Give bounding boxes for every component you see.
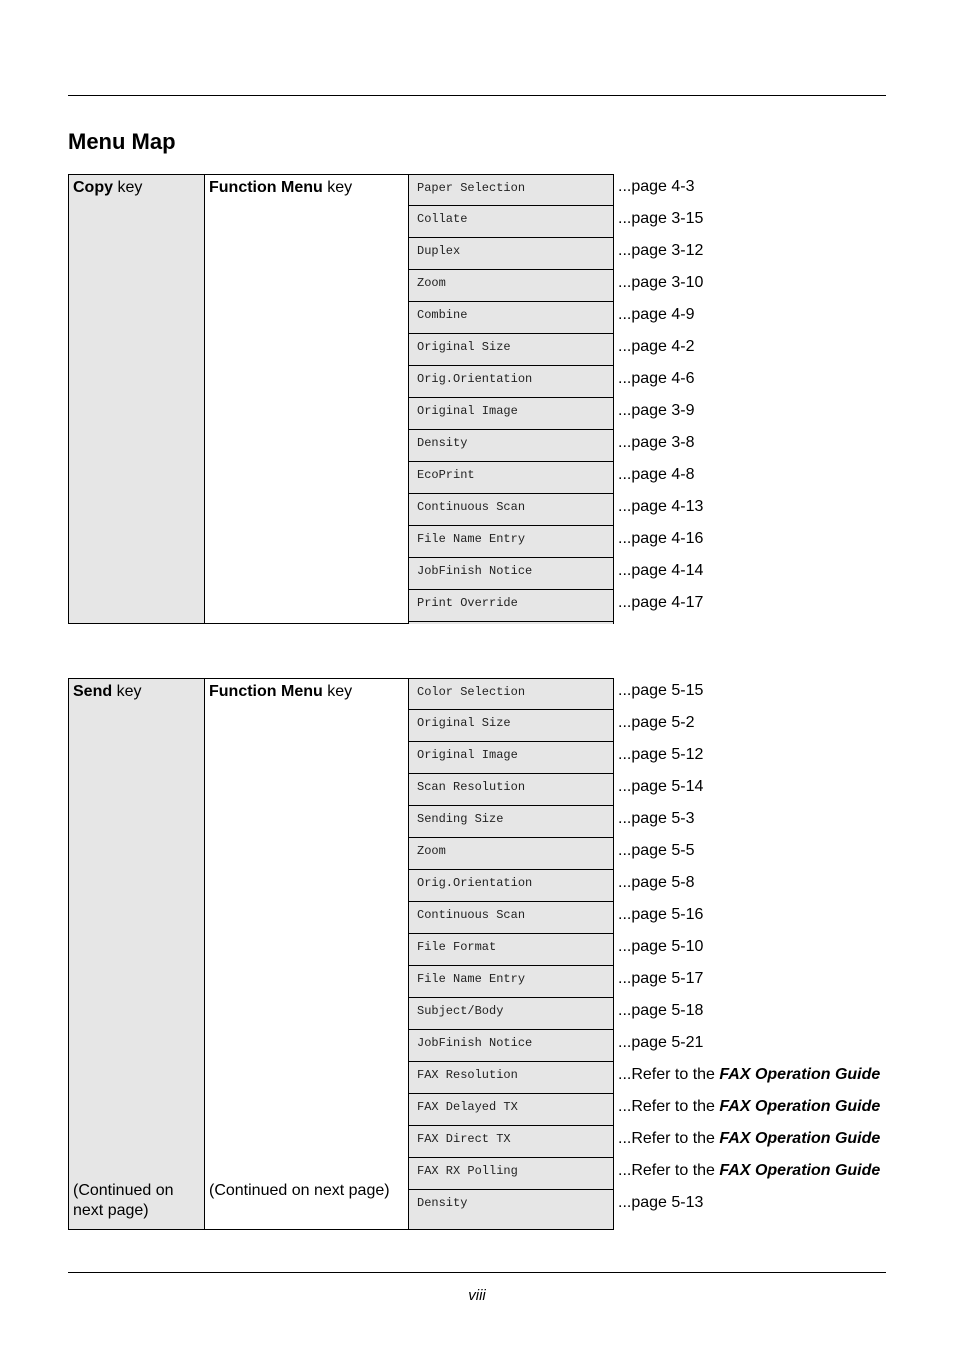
page-reference-text: ...page 5-5 [618, 842, 695, 859]
send-function-menu-column [204, 678, 409, 1230]
page-reference-text: ...page 3-9 [618, 402, 695, 419]
menu-item: Collate [408, 206, 614, 238]
page-reference-text: ...Refer to the [618, 1162, 720, 1179]
page-reference-text: ...page 5-13 [618, 1194, 704, 1211]
guide-title: FAX Operation Guide [719, 1130, 881, 1147]
page-reference [618, 530, 703, 548]
menu-item: Continuous Scan [408, 494, 614, 526]
menu-item: Combine [408, 302, 614, 334]
menu-item: Original Size [408, 334, 614, 366]
page-reference-text: ...page 4-9 [618, 306, 695, 323]
menu-item: File Format [408, 934, 614, 966]
send-function-continued-note: (Continued on next page) [209, 1182, 390, 1199]
page-reference-text: ...page 5-10 [618, 938, 704, 955]
guide-title: FAX Operation Guide [719, 1162, 881, 1179]
menu-item: FAX Direct TX [408, 1126, 614, 1158]
page-reference [618, 562, 703, 580]
menu-item: Color Selection [408, 678, 614, 710]
menu-item: File Name Entry [408, 526, 614, 558]
menu-item: FAX Resolution [408, 1062, 614, 1094]
page-reference [618, 1098, 880, 1116]
page-reference [618, 210, 703, 228]
menu-item: Density [408, 430, 614, 462]
menu-item: Orig.Orientation [408, 870, 614, 902]
menu-item: Original Image [408, 398, 614, 430]
menu-item: Zoom [408, 270, 614, 302]
page-reference-text: ...page 3-10 [618, 274, 704, 291]
page-reference-text: ...page 3-8 [618, 434, 695, 451]
page-reference [618, 1162, 880, 1180]
page-reference-text: ...page 5-12 [618, 746, 704, 763]
menu-item: Scan Resolution [408, 774, 614, 806]
page-reference [618, 402, 695, 420]
menu-item: Print Override [408, 590, 614, 622]
page-reference [618, 274, 703, 292]
page-reference [618, 778, 703, 796]
menu-item: JobFinish Notice [408, 1030, 614, 1062]
page-reference [618, 906, 703, 924]
page-reference-text: ...Refer to the [618, 1066, 720, 1083]
page-reference-text: ...page 5-15 [618, 682, 704, 699]
send-key-label: Send key [73, 683, 142, 700]
page-reference [618, 338, 695, 356]
menu-item: FAX RX Polling [408, 1158, 614, 1190]
send-key-column [68, 678, 205, 1230]
copy-function-menu-column [204, 174, 409, 624]
page-reference [618, 306, 695, 324]
page-number: viii [468, 1287, 486, 1304]
menu-item: FAX Delayed TX [408, 1094, 614, 1126]
menu-item: Zoom [408, 838, 614, 870]
menu-item: Original Size [408, 710, 614, 742]
page-reference [618, 970, 703, 988]
page-reference [618, 1002, 703, 1020]
page-reference-text: ...page 5-21 [618, 1034, 704, 1051]
menu-item: Paper Selection [408, 174, 614, 206]
footer-rule [68, 1272, 886, 1273]
page-reference [618, 498, 703, 516]
page-reference-text: ...page 4-2 [618, 338, 695, 355]
menu-item: Subject/Body [408, 998, 614, 1030]
page-reference-text: ...page 5-2 [618, 714, 695, 731]
page-reference-text: ...page 3-12 [618, 242, 704, 259]
page-reference [618, 1130, 880, 1148]
page-reference-text: ...page 4-16 [618, 530, 704, 547]
page-reference [618, 714, 695, 732]
page-reference-text: ...Refer to the [618, 1098, 720, 1115]
guide-title: FAX Operation Guide [719, 1066, 881, 1083]
copy-key-column [68, 174, 205, 624]
page-reference [618, 370, 695, 388]
menu-item: EcoPrint [408, 462, 614, 494]
page-reference-text: ...page 4-13 [618, 498, 704, 515]
page-reference-text: ...page 4-14 [618, 562, 704, 579]
menu-item: Density [408, 1190, 614, 1230]
copy-function-menu-label: Function Menu key [209, 179, 353, 196]
page-reference [618, 1194, 703, 1212]
send-key-continued-note: (Continued on next page) [73, 1182, 174, 1219]
send-function-menu-label: Function Menu key [209, 683, 353, 700]
menu-item: Sending Size [408, 806, 614, 838]
page-reference-text: ...page 3-15 [618, 210, 704, 227]
guide-title: FAX Operation Guide [719, 1098, 881, 1115]
menu-item: Orig.Orientation [408, 366, 614, 398]
page-reference [618, 1066, 880, 1084]
page-reference [618, 242, 703, 260]
page-reference [618, 466, 695, 484]
page-reference-text: ...page 5-8 [618, 874, 695, 891]
page-reference-text: ...page 5-14 [618, 778, 704, 795]
menu-item: Original Image [408, 742, 614, 774]
page-title: Menu Map [68, 129, 176, 154]
page-reference [618, 746, 703, 764]
page-reference [618, 682, 703, 700]
page-reference-text: ...page 5-3 [618, 810, 695, 827]
menu-item: File Name Entry [408, 966, 614, 998]
page-reference [618, 810, 695, 828]
header-rule [68, 95, 886, 96]
page-reference-text: ...page 5-17 [618, 970, 704, 987]
page-reference-text: ...page 4-6 [618, 370, 695, 387]
page-reference [618, 178, 695, 196]
page-reference [618, 874, 695, 892]
menu-item: JobFinish Notice [408, 558, 614, 590]
page-reference [618, 1034, 703, 1052]
page-reference [618, 594, 703, 612]
page-reference [618, 842, 695, 860]
menu-item: Duplex [408, 238, 614, 270]
page-reference [618, 434, 695, 452]
page-reference [618, 938, 703, 956]
copy-key-label: Copy key [73, 179, 143, 196]
page-reference-text: ...page 5-18 [618, 1002, 704, 1019]
page-reference-text: ...page 4-17 [618, 594, 704, 611]
page-reference-text: ...page 4-8 [618, 466, 695, 483]
page-reference-text: ...Refer to the [618, 1130, 720, 1147]
page-reference-text: ...page 5-16 [618, 906, 704, 923]
page-reference-text: ...page 4-3 [618, 178, 695, 195]
menu-item: Continuous Scan [408, 902, 614, 934]
